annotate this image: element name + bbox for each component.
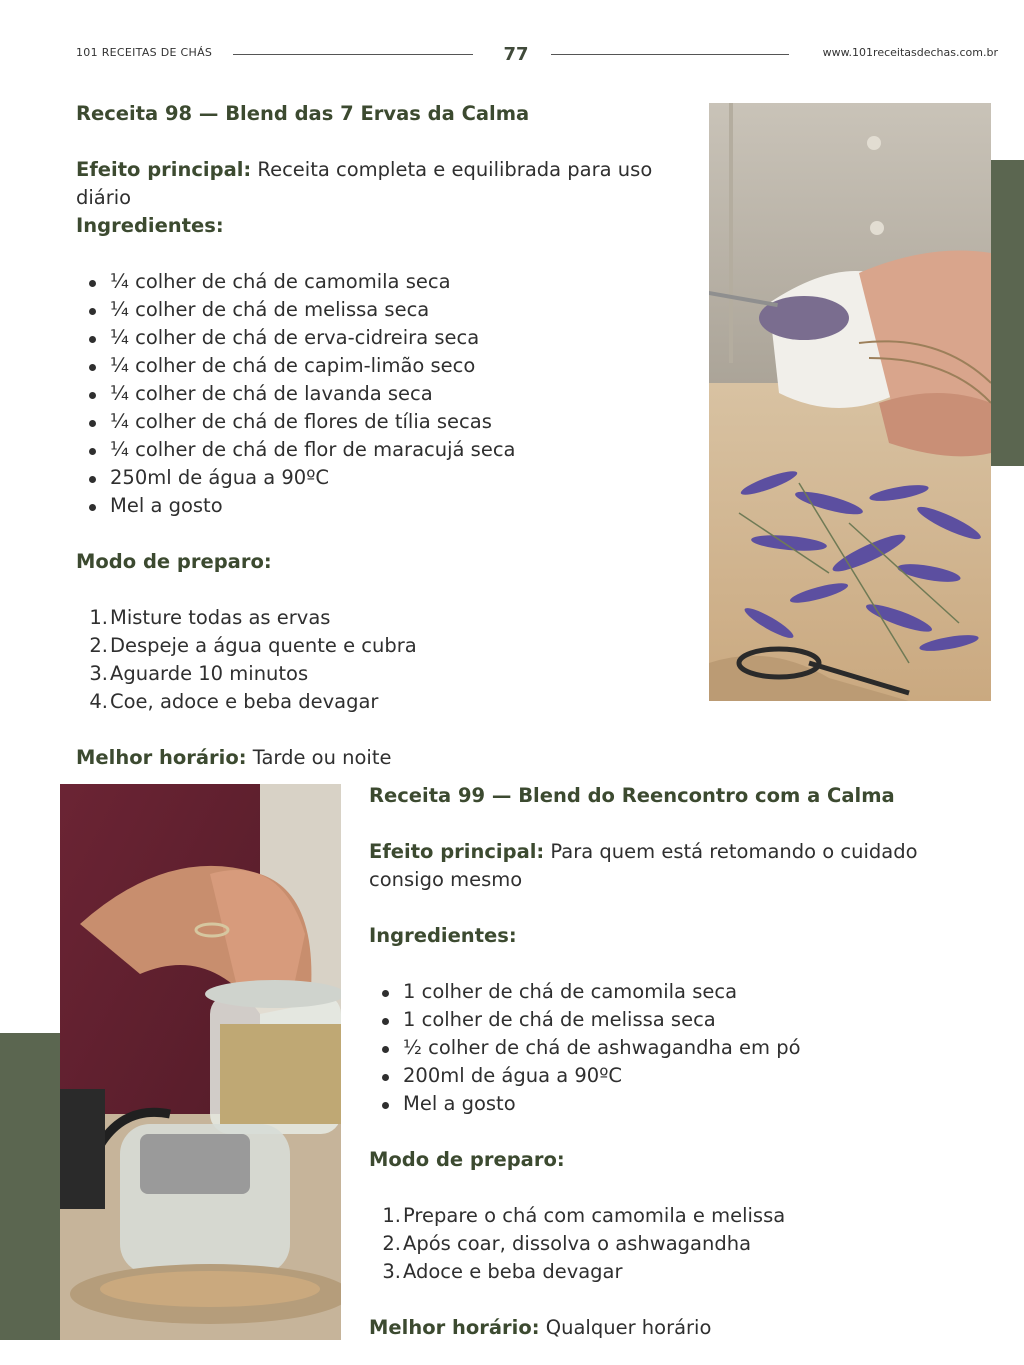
recipe-99 [369, 782, 969, 1342]
list-item: Mel a gosto [369, 1090, 969, 1118]
recipe-99-ingredients-label: Ingredientes: [369, 924, 517, 947]
list-item: ½ colher de chá de ashwagandha em pó [369, 1034, 969, 1062]
recipe-98-method-label: Modo de preparo: [76, 550, 272, 573]
header-divider-left [233, 54, 473, 55]
recipe-99-steps [369, 1202, 969, 1286]
step-item: 4. Coe, adoce e beba devagar [89, 690, 379, 713]
recipe-98-best-time [76, 744, 696, 772]
step-item: 1. Prepare o chá com camomila e melissa [382, 1204, 786, 1227]
list-item: ¼ colher de chá de capim-limão seco [76, 352, 696, 380]
header-divider-right [551, 54, 789, 55]
list-item: 1 colher de chá de melissa seca [369, 1006, 969, 1034]
recipe-99-effect [369, 838, 969, 894]
list-item: ¼ colher de chá de lavanda seca [76, 380, 696, 408]
lavender-photo [709, 103, 991, 701]
list-item: 1 colher de chá de camomila seca [369, 978, 969, 1006]
recipe-99-ingredient-list [369, 978, 969, 1118]
recipe-98 [76, 100, 696, 772]
list-item: Mel a gosto [76, 492, 696, 520]
tea-jar-photo [60, 784, 341, 1340]
recipe-99-title: Receita 99 — Blend do Reencontro com a Calma [369, 784, 895, 807]
website-url: www.101receitasdechas.com.br [822, 46, 998, 59]
accent-bar-right [991, 160, 1024, 466]
recipe-99-best-time [369, 1314, 969, 1342]
list-item: ¼ colher de chá de camomila seca [76, 268, 696, 296]
book-title: 101 RECEITAS DE CHÁS [76, 46, 213, 59]
effect-label: Efeito principal: [369, 840, 545, 863]
best-time-text: Qualquer horário [539, 1316, 712, 1339]
step-item: 1. Misture todas as ervas [89, 606, 331, 629]
step-item: 2. Após coar, dissolva o ashwagandha [382, 1232, 752, 1255]
best-time-label: Melhor horário: [76, 746, 247, 769]
recipe-98-steps [76, 604, 696, 716]
best-time-label: Melhor horário: [369, 1316, 540, 1339]
recipe-98-ingredients-label: Ingredientes: [76, 214, 224, 237]
recipe-98-title: Receita 98 — Blend das 7 Ervas da Calma [76, 102, 530, 125]
list-item: 200ml de água a 90ºC [369, 1062, 969, 1090]
effect-label: Efeito principal: [76, 158, 252, 181]
step-item: 3. Adoce e beba devagar [382, 1260, 623, 1283]
page-number: 77 [503, 44, 529, 65]
list-item: ¼ colher de chá de flores de tília secas [76, 408, 696, 436]
effect-text: Para quem está retomando o cuidado consigo mesmo [369, 840, 918, 891]
recipe-99-method-label: Modo de preparo: [369, 1148, 565, 1171]
effect-text: Receita completa e equilibrada para uso diário [76, 158, 653, 209]
list-item: ¼ colher de chá de flor de maracujá seca [76, 436, 696, 464]
list-item: ¼ colher de chá de erva-cidreira seca [76, 324, 696, 352]
list-item: 250ml de água a 90ºC [76, 464, 696, 492]
accent-bar-left [0, 1033, 60, 1340]
list-item: ¼ colher de chá de melissa seca [76, 296, 696, 324]
step-item: 3. Aguarde 10 minutos [89, 662, 309, 685]
recipe-98-effect [76, 156, 696, 212]
step-item: 2. Despeje a água quente e cubra [89, 634, 417, 657]
recipe-98-ingredient-list [76, 268, 696, 520]
best-time-text: Tarde ou noite [246, 746, 392, 769]
